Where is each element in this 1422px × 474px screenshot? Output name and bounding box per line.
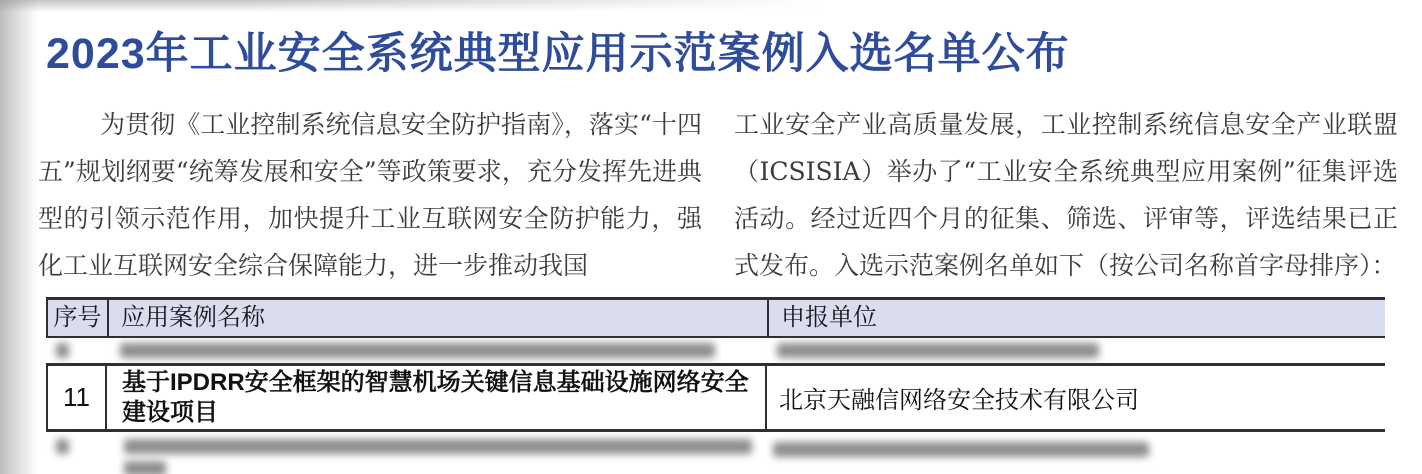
cell-row-number: 11 [48, 366, 107, 429]
redacted-cell-org [765, 439, 1385, 457]
header-cell-case-name: 应用案例名称 [107, 300, 767, 336]
redacted-text-bar [773, 442, 1149, 457]
redacted-cell-case-name [105, 343, 765, 358]
page-edge-shadow-top [0, 0, 825, 12]
table-row-redacted-bottom [46, 432, 1385, 473]
cell-org-name: 北京天融信网络安全技术有限公司 [779, 387, 1139, 414]
redacted-text-bar [120, 343, 715, 358]
redacted-cell-no [46, 343, 105, 358]
cell-case-name: 基于IPDRR安全框架的智慧机场关键信息基础设施网络安全建设项目 [107, 366, 767, 429]
redacted-text-bar [56, 343, 69, 358]
redacted-text-bar [56, 439, 69, 454]
table-row-redacted-top [46, 338, 1385, 363]
page-edge-shadow-left [0, 0, 38, 474]
article-title: 2023年工业安全系统典型应用示范案例入选名单公布 [46, 30, 1070, 78]
redacted-text-bar [777, 343, 1099, 358]
redacted-cell-org [765, 343, 1385, 358]
redacted-cell-case-name [105, 439, 765, 474]
redacted-text-bar [124, 439, 752, 454]
header-cell-no: 序号 [53, 304, 102, 331]
table-row-highlight [46, 363, 1385, 432]
intro-column-left: 为贯彻《工业控制系统信息安全防护指南》，落实“十四五”规划纲要“统筹发展和安全”等政策要求，充分发挥先进典型的引领示范作用，加快提升工业互联网安全防护能力，强化工业互联网安全综合保障能力，进一步推动我国 [38, 110, 702, 280]
redacted-text-bar [124, 461, 166, 474]
header-cell-org: 申报单位 [767, 300, 1385, 336]
intro-column-right: 工业安全产业高质量发展，工业控制系统信息安全产业联盟（ICSISIA）举办了“工业安全系统典型应用案例”征集评选活动。经过近四个月的征集、筛选、评审等，评选结果已正式发布。入选示范案例名单如下（按公司名称首字母排序）： [734, 110, 1398, 280]
redacted-cell-no [46, 439, 105, 454]
table-header-row [46, 297, 1385, 338]
results-table [46, 297, 1385, 473]
intro-paragraph [38, 101, 1398, 289]
